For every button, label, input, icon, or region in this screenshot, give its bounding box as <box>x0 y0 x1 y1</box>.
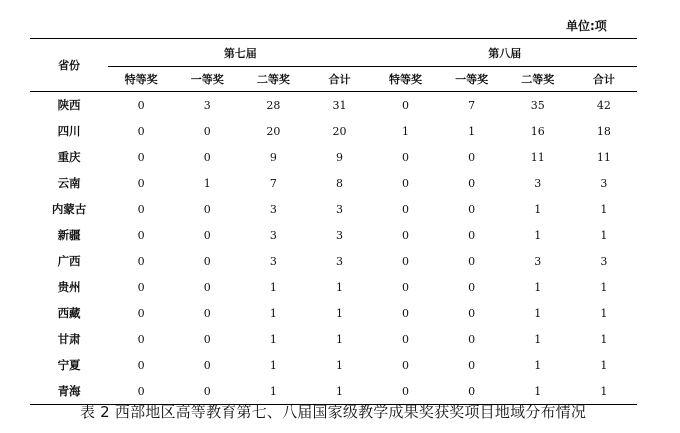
value-cell: 0 <box>402 228 410 242</box>
value-cell: 1 <box>534 202 542 216</box>
column-header: 合计 <box>571 67 637 92</box>
value-cell: 20 <box>332 124 347 138</box>
province-cell: 贵州 <box>57 280 81 294</box>
value-cell: 3 <box>269 202 277 216</box>
value-cell: 3 <box>600 176 608 190</box>
value-cell: 0 <box>137 358 145 372</box>
table-row <box>30 92 637 119</box>
value-cell: 1 <box>600 202 608 216</box>
value-cell: 0 <box>137 176 145 190</box>
value-cell: 1 <box>335 306 343 320</box>
province-cell: 广西 <box>57 254 81 268</box>
value-cell: 1 <box>534 332 542 346</box>
value-cell: 0 <box>137 228 145 242</box>
value-cell: 1 <box>534 306 542 320</box>
value-cell: 3 <box>269 254 277 268</box>
value-cell: 11 <box>596 150 611 164</box>
value-cell: 1 <box>534 358 542 372</box>
value-cell: 0 <box>137 306 145 320</box>
value-cell: 1 <box>402 124 410 138</box>
value-cell: 0 <box>137 202 145 216</box>
value-cell: 1 <box>240 378 306 405</box>
value-cell: 28 <box>266 98 281 112</box>
group-header-7th: 第七届 <box>108 39 372 67</box>
column-header: 一等奖 <box>174 67 240 92</box>
value-cell: 1 <box>600 358 608 372</box>
province-cell: 西藏 <box>57 306 81 320</box>
value-cell: 1 <box>269 332 277 346</box>
value-cell: 1 <box>335 358 343 372</box>
value-cell: 0 <box>203 202 211 216</box>
value-cell: 0 <box>468 280 476 294</box>
table-row <box>30 170 637 196</box>
column-header: 二等奖 <box>240 67 306 92</box>
value-cell: 0 <box>468 202 476 216</box>
value-cell: 0 <box>402 306 410 320</box>
province-cell: 云南 <box>57 176 81 190</box>
value-cell: 0 <box>137 280 145 294</box>
value-cell: 0 <box>402 280 410 294</box>
province-cell: 甘肃 <box>57 332 81 346</box>
value-cell: 1 <box>534 228 542 242</box>
table-row <box>30 352 637 378</box>
value-cell: 0 <box>137 332 145 346</box>
table-row <box>30 144 637 170</box>
value-cell: 1 <box>600 306 608 320</box>
table-row <box>30 300 637 326</box>
value-cell: 0 <box>203 150 211 164</box>
table-body <box>30 92 637 405</box>
value-cell: 8 <box>335 176 343 190</box>
table-row <box>30 118 637 144</box>
province-cell: 陕西 <box>57 98 81 112</box>
value-cell: 20 <box>266 124 281 138</box>
value-cell: 3 <box>335 228 343 242</box>
value-cell: 0 <box>468 254 476 268</box>
value-cell: 0 <box>402 176 410 190</box>
value-cell: 1 <box>203 176 211 190</box>
value-cell: 0 <box>203 306 211 320</box>
value-cell: 1 <box>468 124 476 138</box>
value-cell: 0 <box>468 228 476 242</box>
value-cell: 1 <box>335 332 343 346</box>
province-header: 省份 <box>30 39 108 92</box>
value-cell: 3 <box>534 176 542 190</box>
province-cell: 重庆 <box>57 150 81 164</box>
value-cell: 0 <box>468 358 476 372</box>
value-cell: 1 <box>505 378 571 405</box>
value-cell: 3 <box>203 98 211 112</box>
value-cell: 7 <box>269 176 277 190</box>
group-header-8th: 第八届 <box>373 39 638 67</box>
value-cell: 1 <box>571 378 637 405</box>
value-cell: 0 <box>402 254 410 268</box>
value-cell: 3 <box>600 254 608 268</box>
table-row <box>30 196 637 222</box>
value-cell: 0 <box>468 306 476 320</box>
province-cell: 青海 <box>30 378 108 405</box>
value-cell: 0 <box>137 254 145 268</box>
value-cell: 0 <box>402 150 410 164</box>
value-cell: 0 <box>203 228 211 242</box>
value-cell: 0 <box>203 332 211 346</box>
value-cell: 0 <box>137 150 145 164</box>
value-cell: 7 <box>468 98 476 112</box>
province-cell: 四川 <box>57 124 81 138</box>
value-cell: 0 <box>468 176 476 190</box>
value-cell: 0 <box>174 378 240 405</box>
value-cell: 0 <box>468 332 476 346</box>
column-header: 特等奖 <box>108 67 174 92</box>
value-cell: 9 <box>335 150 343 164</box>
column-header: 特等奖 <box>373 67 439 92</box>
value-cell: 0 <box>468 150 476 164</box>
table-row <box>30 274 637 300</box>
value-cell: 1 <box>306 378 372 405</box>
value-cell: 1 <box>534 280 542 294</box>
value-cell: 1 <box>269 280 277 294</box>
province-cell: 宁夏 <box>57 358 81 372</box>
value-cell: 1 <box>335 280 343 294</box>
column-header: 合计 <box>306 67 372 92</box>
value-cell: 0 <box>402 98 410 112</box>
value-cell: 3 <box>335 254 343 268</box>
table-row <box>30 222 637 248</box>
value-cell: 18 <box>596 124 611 138</box>
column-header-row <box>30 67 637 92</box>
value-cell: 0 <box>402 358 410 372</box>
unit-label: 单位:项 <box>566 19 607 33</box>
value-cell: 1 <box>269 306 277 320</box>
table-caption: 表 2 西部地区高等教育第七、八届国家级教学成果奖获奖项目地域分布情况 <box>80 403 587 421</box>
column-header: 一等奖 <box>439 67 505 92</box>
value-cell: 3 <box>335 202 343 216</box>
value-cell: 0 <box>373 378 439 405</box>
table-row <box>30 248 637 274</box>
province-cell: 内蒙古 <box>51 202 87 216</box>
value-cell: 0 <box>203 280 211 294</box>
value-cell: 0 <box>137 124 145 138</box>
value-cell: 11 <box>530 150 545 164</box>
awards-table <box>30 38 637 405</box>
value-cell: 1 <box>269 358 277 372</box>
value-cell: 31 <box>332 98 347 112</box>
value-cell: 0 <box>439 378 505 405</box>
value-cell: 35 <box>530 98 545 112</box>
table-row <box>30 326 637 352</box>
value-cell: 0 <box>203 254 211 268</box>
value-cell: 1 <box>600 280 608 294</box>
value-cell: 16 <box>530 124 545 138</box>
value-cell: 42 <box>596 98 611 112</box>
value-cell: 0 <box>108 378 174 405</box>
value-cell: 0 <box>402 332 410 346</box>
value-cell: 1 <box>600 332 608 346</box>
value-cell: 0 <box>203 358 211 372</box>
column-header: 二等奖 <box>505 67 571 92</box>
value-cell: 0 <box>203 124 211 138</box>
value-cell: 1 <box>600 228 608 242</box>
value-cell: 9 <box>269 150 277 164</box>
province-cell: 新疆 <box>57 228 81 242</box>
value-cell: 0 <box>402 202 410 216</box>
value-cell: 3 <box>269 228 277 242</box>
value-cell: 3 <box>534 254 542 268</box>
value-cell: 0 <box>137 98 145 112</box>
